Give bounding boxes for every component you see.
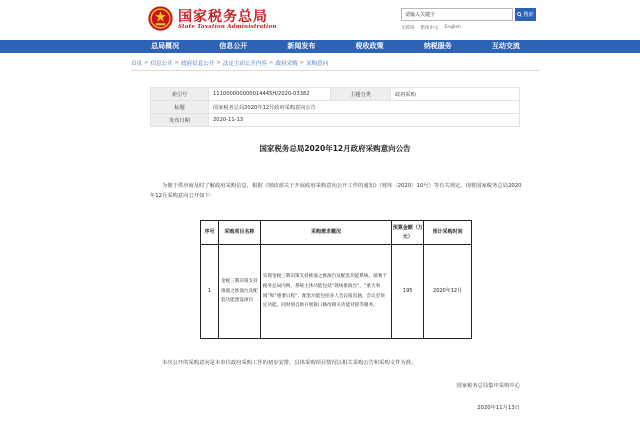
nav-item-news[interactable]: 新闻发布 [287, 42, 316, 50]
meta-date-value: 2020-11-13 [209, 114, 520, 127]
quick-link-traditional[interactable]: 繁体中文 [420, 26, 439, 31]
breadcrumb-separator: > [144, 60, 149, 66]
header-summary: 采购需求概况 [260, 221, 391, 245]
row-no: 1 [201, 245, 219, 339]
quick-links [401, 25, 461, 31]
search-input[interactable] [401, 8, 513, 21]
search-icon [517, 12, 522, 17]
meta-title-value: 国家税务总局2020年12月政府采购意向公告 [209, 101, 520, 114]
signature-org: 国家税务总局集中采购中心 [456, 383, 520, 389]
site-title[interactable]: 国家税务总局 [178, 9, 268, 25]
meta-title-label: 标题 [151, 101, 209, 114]
site-header [0, 0, 640, 36]
row-budget: 195 [392, 245, 424, 339]
header-project-name: 采购项目名称 [218, 221, 260, 245]
breadcrumb-separator: > [299, 60, 305, 66]
meta-date-label: 发布日期 [151, 114, 209, 127]
document-title: 国家税务总局2020年12月政府采购意向公告 [259, 144, 411, 153]
document-meta-table [150, 87, 520, 127]
header-time: 预计采购时间 [424, 221, 472, 245]
table-row [201, 245, 472, 339]
national-emblem-icon[interactable] [147, 5, 174, 32]
breadcrumb-separator: > [174, 60, 180, 66]
breadcrumb-separator: > [268, 60, 274, 66]
breadcrumb-procurement[interactable]: 政府采购 [275, 61, 298, 67]
quick-link-english[interactable]: English [444, 25, 461, 30]
meta-category-label: 主题分类 [331, 88, 391, 101]
breadcrumb-gov-info[interactable]: 政府信息公开 [181, 61, 215, 67]
search-button-label: 搜索 [523, 12, 534, 18]
meta-index-value: 111000000000014445H/2020-03382 [209, 88, 331, 101]
breadcrumb-intent[interactable]: 采购意向 [306, 61, 329, 67]
breadcrumb-divider [131, 70, 540, 71]
site-title-english: State Taxation Administration [178, 24, 277, 30]
breadcrumb-home[interactable]: 首页 [131, 61, 143, 67]
signature-date: 2020年11月13日 [477, 405, 520, 411]
nav-item-taxpayer-service[interactable]: 纳税服务 [423, 42, 452, 50]
nav-item-overview[interactable]: 总局概况 [151, 42, 180, 50]
main-nav [0, 40, 640, 53]
search-button[interactable] [515, 8, 536, 21]
row-summary: 实现金税三期决策支持推演之推演台及配套功能系统，部署于税务总局内网，系统主体功能包括“现场推演台”、“重大事项”和“重要日程”，配套功能包括多人会议报沟通、会议室预定功能。同时须自助开展接口修改相关功能对接等服务。 [260, 245, 391, 339]
nav-item-interaction[interactable]: 互动交流 [491, 42, 520, 50]
row-project-name: 金税三期决策支持推演之推演台及配套功能建设项目 [218, 245, 260, 339]
breadcrumb-statutory[interactable]: 法定主动公开内容 [222, 61, 267, 67]
breadcrumb-info[interactable]: 信息公开 [150, 61, 173, 67]
meta-category-value: 政府采购 [391, 88, 520, 101]
header-budget: 预算金额（万元） [392, 221, 424, 245]
breadcrumb-separator: > [216, 60, 221, 66]
quick-link-accessibility[interactable]: 无障碍 [401, 26, 415, 31]
breadcrumb [131, 58, 540, 68]
purchase-intent-table [200, 220, 472, 339]
nav-item-info-disclosure[interactable]: 信息公开 [219, 42, 248, 50]
row-time: 2020年12月 [424, 245, 472, 339]
intro-paragraph: 为便于供应商及时了解政府采购信息，根据《财政部关于开展政府采购意向公开工作的通知》（财库〔2020〕10号）等有关规定，现将国家税务总局2020年12月采购意向公开如下： [150, 183, 522, 199]
nav-item-tax-policy[interactable]: 税收政策 [355, 42, 384, 50]
header-no: 序号 [201, 221, 219, 245]
footer-note: 本次公开的采购意向是本单位政府采购工作的初步安排，具体采购项目情况以相关采购公告和采购文件为准。 [162, 360, 417, 366]
meta-index-label: 索引号 [151, 88, 209, 101]
